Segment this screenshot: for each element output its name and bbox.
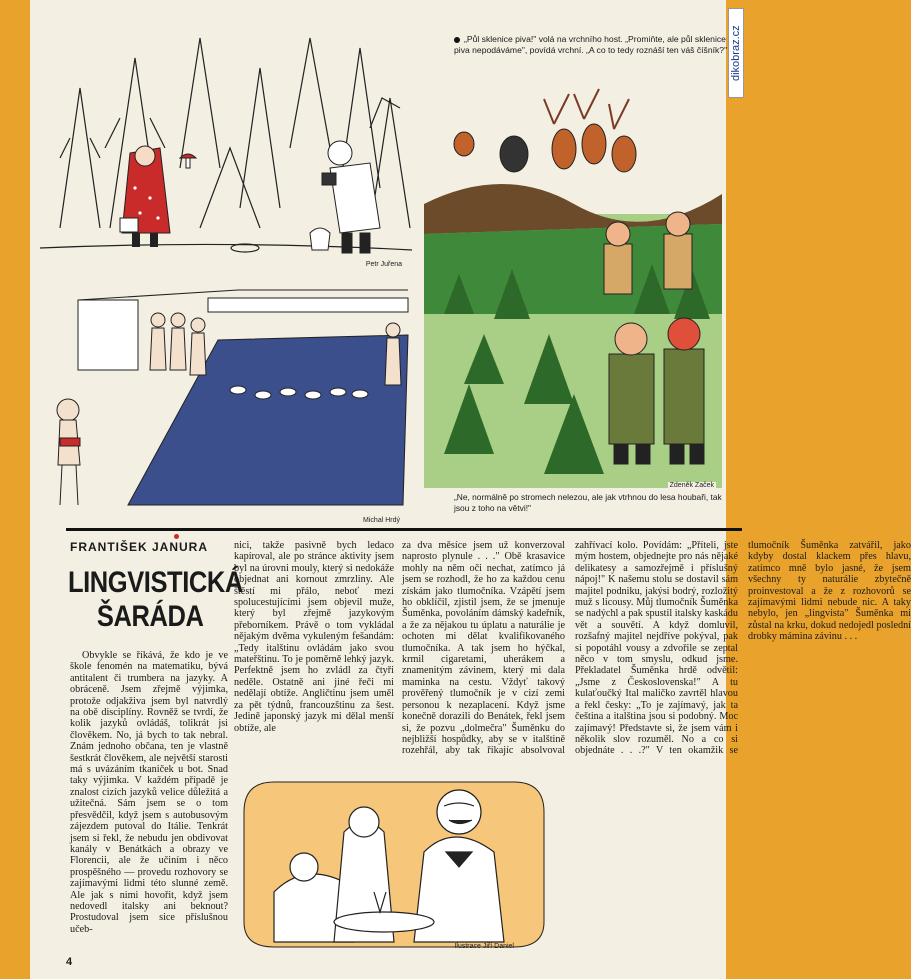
author-name: FRANTIŠEK JANURA: [70, 540, 209, 554]
title-line-2: ŠARÁDA: [96, 600, 204, 633]
watermark-badge[interactable]: dikobraz.cz: [728, 8, 744, 98]
pool-credit: Michal Hrdý: [363, 517, 400, 524]
forest-credit: Petr Juřena: [365, 261, 402, 268]
title-line-1: LINGVISTICKÁ: [68, 566, 243, 599]
article-column-1: Obvykle se říkává, že kdo je ve škole fenomén na matematiku, bývá antitalent či trumbera na jazyky. A obráceně. Jsem zřejmě výjimka, protože odjakživa jsem byl natvrdlý na obě disciplíny. Rovněž se tvrdí, že kolik jazyků ovládáš, tolikrát jsi člověkem. No, já bych to tak nebral. Znám jednoho občana, ten je vlastně šestkrát člověkem, ale největší starosti má s uvázáním tkaniček u bot. Snad taky výjimka. V každém případě je znalost cizích jazyků velice důležitá a užitečná. Sám jsem se o tom přesvědčil, když jsem s autobusovým zájezdem putoval do Itálie. Tenkrát jsem si řekl, že nebudu jen obdivovat kanály v Benátkách a obrazy ve Florencii, ale že učiním i něco prospěšného — provedu rozhovory se zajímavými lidmi této slunné země. Ale jak s nimi hovořit, když jsem nedovedl italsky ani beknout? Prostudoval jsem sice příslušnou učeb-: [70, 650, 228, 935]
restaurant-illustration: [234, 772, 554, 952]
article-column-2: nici, takže pasivně bych ledaco kapíroval, ale po stránce aktivity jsem byl na úrovni mouly, který si nedokáže objednat ani kornout zmrzliny. Ale štěstí mi přálo, neboť mezi spolucestujícími jsem objevil muže, který byl zřejmě jazykovým přeborníkem. Právě o tom vykládal nějakým dvěma vykuleným fešandám: „Tedy italštinu ovládám jako svou mateřštinu. To je poměrně lehký jazyk. Perfektně jsem ho zvládl za čtyři neděle. Ostatně ani jiné řeči mi nedělají obtíže. Angličtinu jsem uměl za pět týdnů, francouzštinu za šest. Jedině japonský jazyk mi dělal menší obtíže, ale: [234, 540, 394, 734]
page-number: 4: [66, 956, 73, 968]
caption-top-text: „Půl sklenice piva!" volá na vrchního host. „Promiňte, ale půl sklenice piva nepodáváme", povídá vrchní. „A co to tedy roznáší ten váš číšník?": [454, 34, 728, 55]
forest-cartoon: [40, 28, 412, 270]
bullet-icon: [454, 37, 460, 43]
hunters-credit: Zdeněk Začek: [669, 482, 714, 489]
joke-caption-bottom: „Ne, normálně po stromech nelezou, ale jak vtrhnou do lesa houbaři, tak jsou z toho na větvi!": [454, 492, 722, 513]
illustration-credit: Ilustrace Jiří Daniel: [454, 943, 514, 950]
joke-caption-top: [454, 34, 739, 56]
pool-cartoon: [38, 280, 414, 526]
article-author: [70, 540, 240, 554]
article-title: [68, 566, 243, 634]
article-column-3: za dva měsíce jsem už konverzoval naprosto plynule . . ." Obě krasavice mohly na něm oči nechat, zatímco já jsem se rozhodl, že ho za každou cenu získám jako tlumočníka. Vzápětí jsem ho obklíčil, zjistil jsem, že se jmenuje Šuměnka, povoláním dámský kadeřník, a že za nějakou tu úplatu a naturálie je ochoten mi dělat kvalifikovaného tlumočníka. A tak jsem ho hýčkal, krmil cigaretami, uherákem a znamenitým závinem, který mi dala maminka na cestu. Vždyť takový prověřený tlumočník je v cizí zemi personou k nezaplacení. Když jsme konečně dorazili do Benátek, řekl jsem si, že pozvu „dolmečra" Šuměnku do nejbližší hospůdky, aby se v italštině rozehřál, aby tak říkajíc absolvoval zahřívací kolo. Povídám: „Příteli, jste mým hostem, objednejte pro nás nějaké delikatesy a samozřejmě i příslušný nápoj!" K našemu stolu se dostavil sám majitel podniku, jakýsi bodrý, rozložitý muž s licousy. Můj tlumočník Šuměnka se nadýchl a pak spustil italsky kaskádu vět a souvětí. A když domluvil, rozšafný majitel nejdříve pokýval, pak si popotáhl vousy a zdvořile se zeptal něco v tom smyslu, odkud jsme. Překladatel Šuměnka hrdě odvětil: „Jsme z Československa!" A tu kulaťoučký Ital maličko zavrtěl hlavou a řekl česky: „To je zajímavý, jak ta čeština a italština jsou si podobný. Moc zajímavý! Představte si, že jsem vám i několik slov rozuměl. No a co si objednáte . . .?" V ten okamžik se tlumočník Šuměnka zatvářil, jako kdyby dostal klackem přes hlavu, zatímco mně bylo jasné, že jsem všechny ty naturálie zbytečně proinvestoval a že z rozhovorů se zajímavými lidmi nebude nic. A taky nebylo, jen „lingvista" Šuměnka mi zůstal na krku, dokud nedojedl poslední drobky mámina závinu . . .: [402, 540, 911, 757]
accent-dot: [174, 534, 179, 539]
hunters-cartoon: [424, 84, 722, 488]
article-column-4: [560, 772, 738, 962]
section-rule: [66, 528, 742, 531]
